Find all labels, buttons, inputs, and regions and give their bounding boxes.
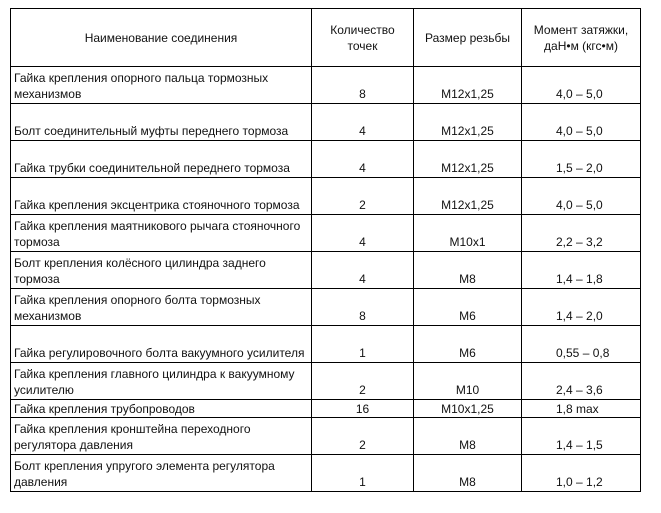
cell-points-count: 4 (312, 141, 414, 178)
table-row (11, 400, 641, 418)
cell-connection-name: Гайка крепления опорного болта тормозных механизмов (11, 289, 312, 326)
cell-connection-name: Болт соединительный муфты переднего тормоза (11, 104, 312, 141)
cell-connection-name: Гайка трубки соединительной переднего тормоза (11, 141, 312, 178)
cell-torque: 1,5 – 2,0 (522, 141, 641, 178)
table-row (11, 326, 641, 363)
cell-thread-size: М6 (414, 289, 522, 326)
cell-points-count: 16 (312, 400, 414, 418)
cell-points-count: 1 (312, 326, 414, 363)
header-thread-size: Размер резьбы (414, 9, 522, 67)
cell-connection-name: Гайка крепления трубопроводов (11, 400, 312, 418)
cell-torque: 0,55 – 0,8 (522, 326, 641, 363)
cell-torque: 1,0 – 1,2 (522, 455, 641, 492)
table-row (11, 363, 641, 400)
cell-torque: 1,4 – 1,5 (522, 418, 641, 455)
cell-connection-name: Гайка крепления опорного пальца тормозных механизмов (11, 67, 312, 104)
table-row (11, 104, 641, 141)
torque-table (10, 8, 641, 492)
cell-points-count: 4 (312, 215, 414, 252)
cell-torque: 1,4 – 1,8 (522, 252, 641, 289)
cell-points-count: 4 (312, 252, 414, 289)
cell-connection-name: Гайка регулировочного болта вакуумного усилителя (11, 326, 312, 363)
cell-torque: 4,0 – 5,0 (522, 104, 641, 141)
cell-torque: 2,2 – 3,2 (522, 215, 641, 252)
cell-thread-size: М10 (414, 363, 522, 400)
cell-thread-size: М8 (414, 252, 522, 289)
table-row (11, 215, 641, 252)
cell-points-count: 1 (312, 455, 414, 492)
cell-connection-name: Гайка крепления кронштейна переходного регулятора давления (11, 418, 312, 455)
cell-connection-name: Болт крепления упругого элемента регулятора давления (11, 455, 312, 492)
table-row (11, 178, 641, 215)
table-row (11, 67, 641, 104)
table-header-row (11, 9, 641, 67)
cell-thread-size: М12х1,25 (414, 178, 522, 215)
cell-torque: 2,4 – 3,6 (522, 363, 641, 400)
cell-connection-name: Гайка крепления маятникового рычага стояночного тормоза (11, 215, 312, 252)
cell-thread-size: М12х1,25 (414, 141, 522, 178)
cell-connection-name: Гайка крепления эксцентрика стояночного тормоза (11, 178, 312, 215)
table-row (11, 252, 641, 289)
table-row (11, 418, 641, 455)
cell-points-count: 2 (312, 178, 414, 215)
cell-thread-size: М8 (414, 455, 522, 492)
header-points-count: Количество точек (312, 9, 414, 67)
cell-points-count: 4 (312, 104, 414, 141)
cell-torque: 1,4 – 2,0 (522, 289, 641, 326)
cell-thread-size: М10х1,25 (414, 400, 522, 418)
cell-torque: 1,8 max (522, 400, 641, 418)
cell-points-count: 8 (312, 289, 414, 326)
table-row (11, 455, 641, 492)
cell-torque: 4,0 – 5,0 (522, 178, 641, 215)
cell-points-count: 2 (312, 418, 414, 455)
cell-connection-name: Гайка крепления главного цилиндра к вакуумному усилителю (11, 363, 312, 400)
cell-thread-size: М8 (414, 418, 522, 455)
cell-thread-size: М10х1 (414, 215, 522, 252)
header-torque: Момент затяжки, даН•м (кгс•м) (522, 9, 641, 67)
cell-thread-size: М6 (414, 326, 522, 363)
cell-points-count: 2 (312, 363, 414, 400)
cell-points-count: 8 (312, 67, 414, 104)
table-row (11, 289, 641, 326)
cell-thread-size: М12х1,25 (414, 104, 522, 141)
header-connection-name: Наименование соединения (11, 9, 312, 67)
table-row (11, 141, 641, 178)
cell-torque: 4,0 – 5,0 (522, 67, 641, 104)
cell-connection-name: Болт крепления колёсного цилиндра заднего тормоза (11, 252, 312, 289)
cell-thread-size: М12х1,25 (414, 67, 522, 104)
